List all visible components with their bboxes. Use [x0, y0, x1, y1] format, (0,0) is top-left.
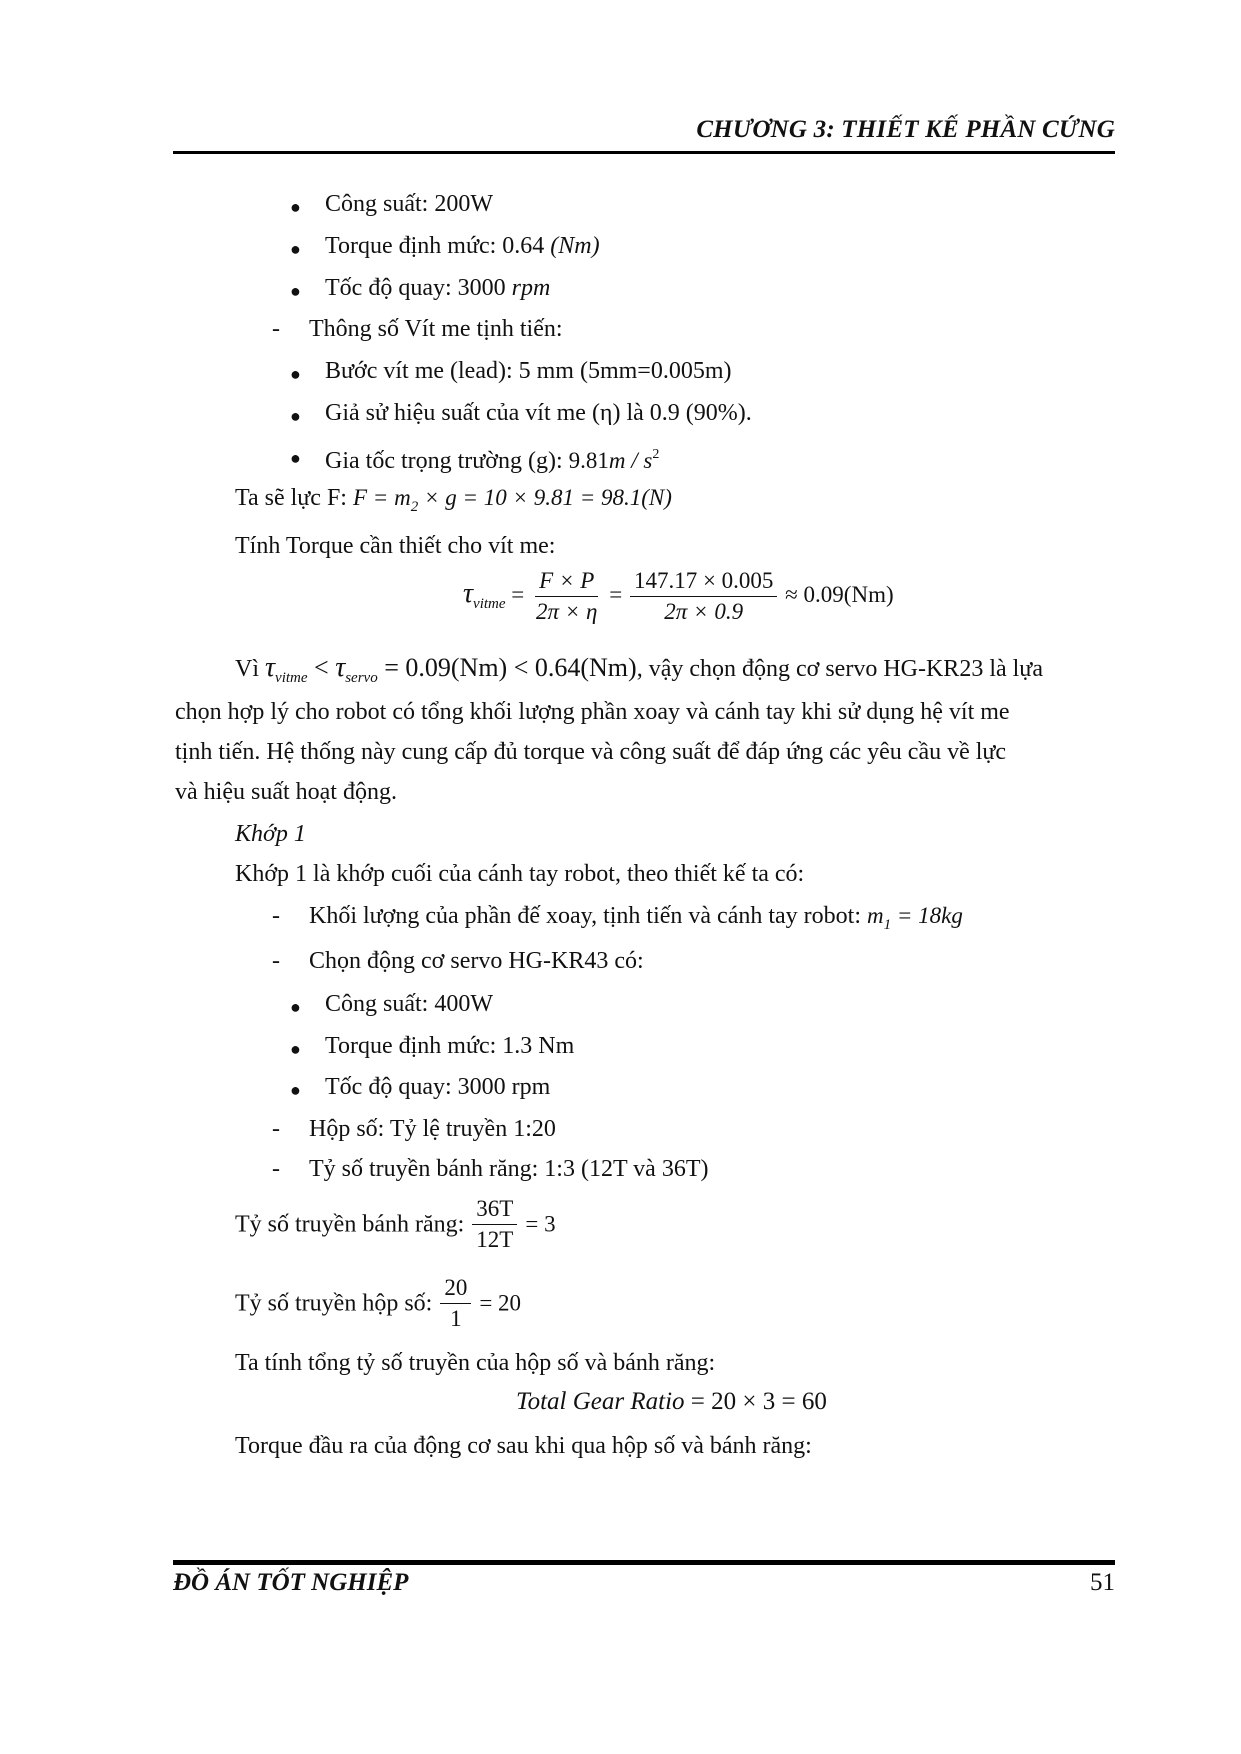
- torque-unit: (Nm): [550, 233, 600, 259]
- gearbox-ratio-line: Tỷ số truyền hộp số: $\frac{20}{1}$ = 20: [235, 1275, 522, 1331]
- conclusion-line4: và hiệu suất hoạt động.: [175, 779, 397, 805]
- list-item: [290, 357, 301, 390]
- torque-result: ≈ 0.09(Nm): [785, 581, 894, 607]
- gravity-label: Gia tốc trọng trường (g):: [325, 448, 569, 474]
- list-item-text: Torque định mức: 1.3 Nm: [325, 1033, 575, 1059]
- total-ratio-label: Ta tính tổng tỷ số truyền của hộp số và bánh răng:: [235, 1350, 716, 1376]
- list-item-text: Công suất: 400W: [325, 991, 493, 1017]
- list-item: [290, 990, 301, 1023]
- conclusion-line2: chọn hợp lý cho robot có tổng khối lượng phần xoay và cánh tay khi sử dụng hệ vít me: [175, 699, 1010, 725]
- gear-ratio-line: Tỷ số truyền bánh răng: $\frac{36T}{12T}$ = 3: [235, 1196, 556, 1252]
- section-heading: Khớp 1: [235, 821, 306, 847]
- list-item-text: Công suất: 200W: [325, 191, 493, 217]
- dash-item-text: Tỷ số truyền bánh răng: 1:3 (12T và 36T): [309, 1156, 709, 1182]
- list-item: [290, 190, 301, 223]
- bullet-icon: ●: [290, 1039, 301, 1059]
- bullet-icon: ●: [290, 448, 301, 468]
- force-equation: $F = m_2 \times g = 10 \times 9.81 = 98.1(N)$: [352, 485, 672, 515]
- dash-item-text: Hộp số: Tỷ lệ truyền 1:20: [309, 1116, 556, 1142]
- dash-item-text: Thông số Vít me tịnh tiến:: [309, 316, 563, 342]
- fraction: $\frac{20}{1}$: [440, 1275, 471, 1332]
- torque-label: Torque định mức: 0.64: [325, 233, 551, 259]
- dash-item: -: [272, 1156, 280, 1182]
- total-ratio-equation: Total Gear Ratio = 20 × 3 = 60: [516, 1388, 827, 1415]
- page-number: 51: [1090, 1569, 1115, 1596]
- list-item: [290, 1032, 301, 1065]
- list-item: [290, 1073, 301, 1106]
- fraction: $\frac{147.17 \times 0.005}{2\pi \times 0.9}$: [630, 568, 777, 625]
- torque-equation: $\tau_{vitme}$ = $\frac{F \times P}{2\pi \times \eta}$ = $\frac{147.17 \times 0.005}{2\pi \times 0.9}$ ≈ 0.09(Nm): [463, 568, 894, 624]
- list-item: [290, 441, 301, 474]
- gravity-value: $9.81m / s^2$: [568, 447, 660, 473]
- chapter-title: CHƯƠNG 3: THIẾT KẾ PHẦN CỨNG: [696, 116, 1115, 143]
- footer-title: ĐỒ ÁN TỐT NGHIỆP: [173, 1569, 409, 1596]
- list-item-text: Giả sử hiệu suất của vít me (η) là 0.9 (90%).: [325, 400, 752, 426]
- list-item: [290, 399, 301, 432]
- bullet-icon: ●: [290, 281, 301, 301]
- list-item-text: Tốc độ quay: 3000 rpm: [325, 1074, 551, 1100]
- joint1-intro: Khớp 1 là khớp cuối của cánh tay robot, theo thiết kế ta có:: [235, 861, 805, 887]
- fraction: $\frac{36T}{12T}$: [472, 1196, 517, 1253]
- speed-unit: rpm: [511, 275, 551, 301]
- list-item: [290, 232, 301, 265]
- conclusion-line3: tịnh tiến. Hệ thống này cung cấp đủ torque và công suất để đáp ứng các yêu cầu về lực: [175, 739, 1007, 765]
- bullet-icon: ●: [290, 1080, 301, 1100]
- dash-item-text: Chọn động cơ servo HG-KR43 có:: [309, 948, 644, 974]
- dash-item: -: [272, 948, 280, 974]
- bullet-icon: ●: [290, 239, 301, 259]
- dash-item: -: [272, 903, 280, 929]
- list-item-text: [325, 439, 659, 477]
- list-item: [290, 274, 301, 307]
- footer-rule: [173, 1560, 1115, 1565]
- dash-item: -: [272, 316, 280, 342]
- mass-equation: $m_1 = 18kg$: [867, 903, 963, 933]
- bullet-icon: ●: [290, 364, 301, 384]
- conclusion-line1: Vì $\tau_{vitme} < \tau_{servo} = 0.09(Nm) < 0.64(Nm)$, vậy chọn động cơ servo HG-KR23 là lựa: [235, 652, 1043, 686]
- dash-item: -: [272, 1116, 280, 1142]
- force-line: [235, 482, 672, 523]
- bullet-icon: ●: [290, 997, 301, 1017]
- fraction: $\frac{F \times P}{2\pi \times \eta}$: [536, 568, 598, 624]
- speed-label: Tốc độ quay: 3000: [325, 275, 512, 301]
- force-label: Ta sẽ lực F:: [235, 485, 353, 511]
- dash-item-text: Khối lượng của phần đế xoay, tịnh tiến và cánh tay robot: $m_1 = 18kg$: [309, 903, 963, 933]
- bullet-icon: ●: [290, 406, 301, 426]
- header-rule: [173, 151, 1115, 154]
- list-item-text: Bước vít me (lead): 5 mm (5mm=0.005m): [325, 358, 732, 384]
- output-torque-label: Torque đầu ra của động cơ sau khi qua hộp số và bánh răng:: [235, 1433, 812, 1459]
- torque-calc-label: Tính Torque cần thiết cho vít me:: [235, 533, 556, 559]
- bullet-icon: ●: [290, 197, 301, 217]
- list-item-text: [325, 272, 550, 304]
- list-item-text: [325, 230, 600, 262]
- inequality: $\tau_{vitme} < \tau_{servo} = 0.09(Nm) < 0.64(Nm)$: [265, 652, 637, 686]
